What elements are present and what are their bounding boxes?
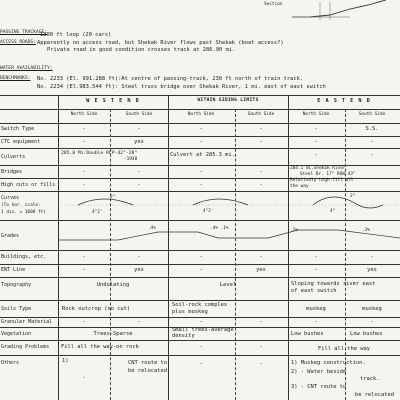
culvert-east-s: - — [370, 152, 374, 158]
west-north-side: North Side — [70, 112, 98, 117]
grades-sketch — [58, 220, 400, 250]
culvert-east-n: - — [314, 152, 318, 158]
cuts-mid-n: - — [199, 182, 203, 188]
row-granular: Granular Material — [1, 319, 53, 325]
east-south-side: South Side — [358, 112, 386, 117]
ent-west-n: - — [82, 267, 86, 273]
switch-west-s: - — [137, 126, 141, 132]
cuts-east-2: the way — [290, 184, 309, 189]
row-buildings: Buildings, etc. — [1, 254, 47, 260]
cuts-mid-s: - — [259, 182, 263, 188]
bldg-west-s: - — [137, 254, 141, 260]
grade-4: .3% — [362, 228, 370, 233]
ent-mid-s: yes — [256, 267, 266, 273]
switch-east-n: - — [314, 126, 318, 132]
ctc-mid-s: - — [259, 139, 263, 145]
others-west-n-dash: - — [82, 375, 86, 381]
curve-east-label: 4° — [330, 209, 336, 214]
curves-scale-2: 1 div. = 1000 ft) — [1, 210, 46, 215]
soils-west: Rock outcrop (no cut) — [62, 306, 131, 312]
grading-mid-n: - — [199, 344, 203, 350]
topo-west: Undulating — [96, 282, 130, 288]
gran-east-n: - — [314, 319, 318, 325]
east-north-side: North Side — [302, 112, 330, 117]
bldg-east-n: - — [314, 254, 318, 260]
west-south-side: South Side — [125, 112, 153, 117]
gran-mid-n: - — [199, 319, 203, 325]
others-west-num: 1) — [62, 358, 69, 364]
others-east-3: 3) - CNT route to — [291, 384, 347, 390]
cuts-west-s: - — [137, 182, 141, 188]
ent-west-s: yes — [134, 267, 144, 273]
culvert-west: 285.8 Mi:Double RCP-42"-28" — [61, 151, 138, 156]
grade-1: .4% — [148, 226, 156, 231]
culvert-mid: Culvert at 285.3 mi. — [170, 152, 235, 158]
others-mid-n: - — [199, 361, 203, 367]
row-cuts-fills: High cuts or fills — [1, 182, 56, 188]
section-label: Section — [264, 2, 283, 7]
table-top-line — [0, 95, 400, 96]
topo-east-1: Sloping towards river east — [291, 281, 376, 287]
ctc-mid-n: - — [199, 139, 203, 145]
gran-east-s: - — [370, 319, 374, 325]
bridge-east-2: Steel Br. 17" ROW 43" — [300, 172, 356, 177]
culvert-west-year: -1948 — [124, 157, 138, 162]
others-east-2b: track. — [360, 376, 380, 382]
ctc-west-s: yes — [134, 139, 144, 145]
soils-east-s: muskeg — [362, 306, 382, 312]
soils-mid-1: Soil-rock complex — [172, 302, 228, 308]
veg-east-s: Low bushes — [350, 331, 383, 337]
curves-scale-1: (To hor. scale: — [1, 203, 41, 208]
mid-north-side: North Side — [187, 112, 215, 117]
soils-mid-2: plus muskeg — [172, 309, 208, 315]
row-bridges: Bridges — [1, 169, 23, 175]
bridge-mid-n: - — [199, 169, 203, 175]
row-ctc: CTC equipment — [1, 139, 41, 145]
grading-mid-s: - — [259, 344, 263, 350]
veg-mid-1: Small trees-average — [172, 327, 234, 333]
ctc-east-s: - — [370, 139, 374, 145]
ent-mid-n: - — [199, 267, 203, 273]
grade-2: .4% .1% — [210, 226, 229, 231]
row-switch-type: Switch Type — [1, 126, 35, 132]
soils-east-n: muskeg — [306, 306, 326, 312]
curve-east-deg: 2° — [350, 194, 356, 199]
grading-east: Fill all the way — [318, 346, 370, 352]
ent-east-n: - — [314, 267, 318, 273]
switch-east-ss: S.S. — [365, 126, 379, 132]
ctc-west-n: - — [82, 139, 86, 145]
switch-mid-s: - — [259, 126, 263, 132]
switch-west-n: - — [82, 126, 86, 132]
row-grading: Grading Problems — [1, 344, 50, 350]
bldg-west-n: - — [82, 254, 86, 260]
ctc-east-n: - — [314, 139, 318, 145]
row-ent-line: ENT Line — [1, 267, 26, 273]
veg-east-n: Low bushes — [291, 331, 324, 337]
topo-east-2: of east switch — [291, 288, 337, 294]
west-end-header: W E S T E N D — [86, 98, 140, 104]
row-others: Others — [1, 360, 20, 366]
ent-east-s: yes — [367, 267, 377, 273]
within-siding-header: WITHIN SIDING LIMITS — [197, 98, 259, 103]
cuts-east-1: Relatively high fill all — [290, 178, 354, 183]
others-mid-s: - — [259, 361, 263, 367]
veg-mid-2: density — [172, 333, 195, 339]
veg-west: Trees-Sparse — [93, 331, 133, 337]
bridge-west-s: - — [137, 169, 141, 175]
access-roads-text-2: Private road in good condition crosses track at 286.90 mi. — [47, 47, 236, 53]
east-end-header: E A S T E N D — [317, 98, 371, 104]
gran-west-s: - — [137, 319, 141, 325]
passing-trackage-label: PASSING TRACKAGE: — [0, 30, 48, 35]
access-roads-text-1: Apparently no access road, but Shekak River flows past Shekak (boat access?) — [37, 40, 284, 46]
row-topography: Topography — [1, 282, 32, 288]
others-east-2: 2) - Water beside — [291, 369, 347, 375]
grading-west: Fill all the way-on rock — [61, 344, 139, 350]
bridge-mid-s: - — [259, 169, 263, 175]
others-west-1: CNT route to — [128, 360, 167, 366]
bldg-mid-s: - — [259, 254, 263, 260]
grade-3: .1% — [290, 228, 298, 233]
bldg-east-s: - — [370, 254, 374, 260]
mid-south-side: South Side — [247, 112, 275, 117]
bldg-mid-n: - — [199, 254, 203, 260]
others-east-3b: be relocated — [355, 392, 394, 398]
water-availability-label: WATER AVAILABILITY: — [0, 66, 53, 71]
benchmark-1: No. 2233 (El. 991.288 ft):At centre of passing-track, 230 ft north of train track. — [37, 76, 304, 82]
passing-trackage-text: 1300 ft loop (20 cars) — [40, 32, 112, 38]
cuts-west-n: - — [82, 182, 86, 188]
others-east-1: 1) Muskeg construction. — [291, 360, 366, 366]
benchmark-2: No. 2234 (El.983.544 ft): Steel truss bridge over Shekak River, 1 mi. east of east switch — [37, 84, 326, 90]
row-soils: Soils Type — [1, 306, 32, 312]
curve-mid-label: 4°2' — [203, 209, 214, 214]
access-roads-label: ACCESS ROADS: — [0, 40, 36, 45]
row-vegetation: Vegetation — [1, 331, 32, 337]
row-curves: Curves — [1, 195, 20, 201]
section-profile-sketch — [290, 0, 400, 22]
gran-mid-s: - — [259, 319, 263, 325]
bridge-west-n: - — [82, 169, 86, 175]
curve-west-deg: 2° — [110, 195, 116, 200]
topo-mid: Level — [219, 282, 237, 288]
switch-mid-n: - — [199, 126, 203, 132]
gran-west-n: - — [82, 319, 86, 325]
others-west-2: be relocated. — [128, 368, 171, 374]
row-grades: Grades — [1, 233, 20, 239]
benchmarks-label: BENCHMARKS: — [0, 76, 31, 81]
row-culverts: Culverts — [1, 154, 26, 160]
curve-west-label: 4°2' — [92, 210, 103, 215]
bridge-east: 284.1 mi.Shekak River — [290, 166, 346, 171]
